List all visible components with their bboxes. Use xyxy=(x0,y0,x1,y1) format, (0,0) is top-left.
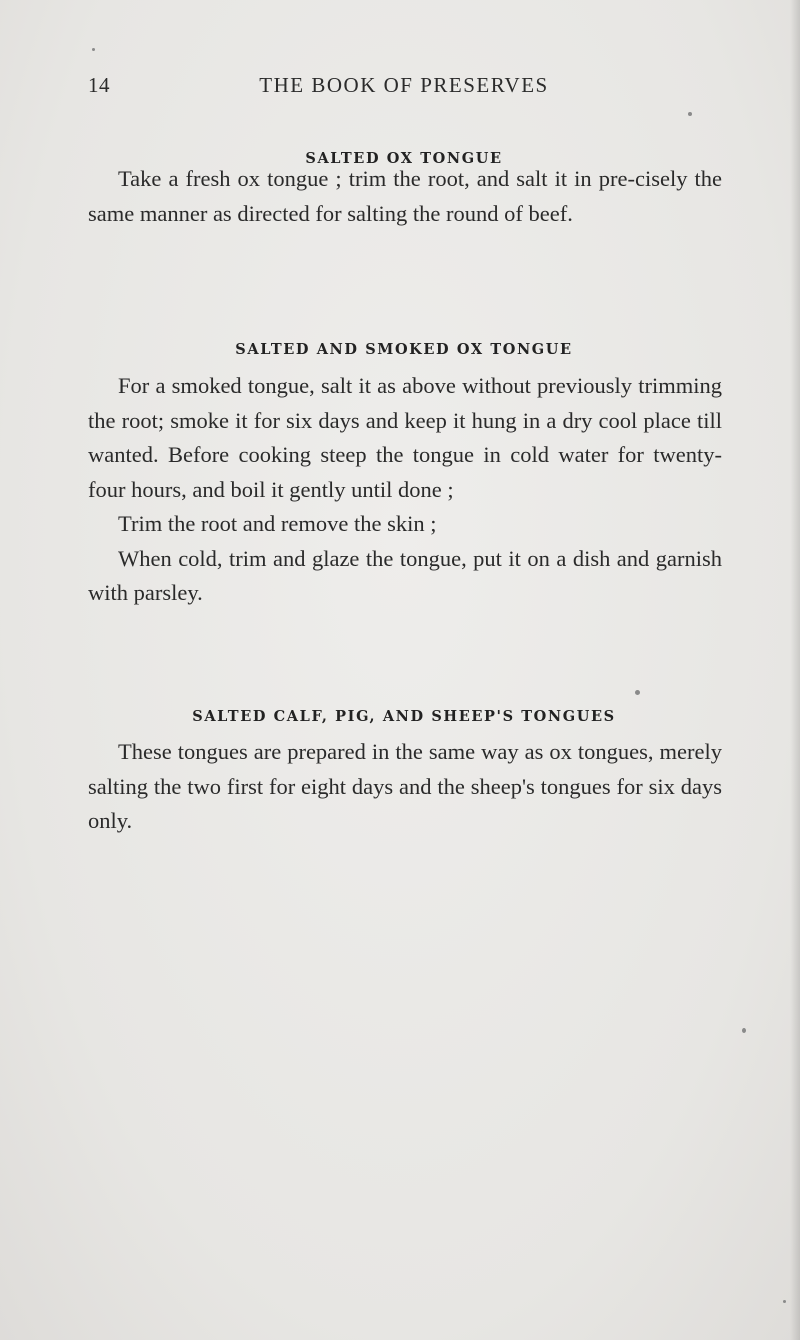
running-title: THE BOOK OF PRESERVES xyxy=(259,73,549,97)
paper-speck xyxy=(92,48,95,51)
section-body-salted-smoked-ox-tongue xyxy=(88,369,722,611)
paper-speck xyxy=(742,1028,746,1033)
paper-speck xyxy=(688,112,692,116)
paragraph: For a smoked tongue, salt it as above without previously trimming the root; smoke it for six days and keep it hung in a dry cool place till wanted. Before cooking steep the tongue in cold water for twenty-four hours, and boil it gently until done ; xyxy=(88,373,722,502)
section-heading-salted-calf-pig-sheep-tongues: SALTED CALF, PIG, AND SHEEP'S TONGUES xyxy=(192,708,616,725)
running-head xyxy=(88,73,720,103)
paper-speck xyxy=(635,690,640,695)
page-edge-shadow xyxy=(790,0,800,1340)
paragraph: When cold, trim and glaze the tongue, put it on a dish and garnish with parsley. xyxy=(88,545,722,605)
paragraph: Take a fresh ox tongue ; trim the root, and salt it in pre-cisely the same manner as directed for salting the round of beef. xyxy=(88,166,722,226)
section-heading-salted-ox-tongue: SALTED OX TONGUE xyxy=(305,150,503,167)
section-body-salted-calf-pig-sheep-tongues xyxy=(88,735,722,839)
paper-speck xyxy=(783,1300,786,1303)
section-heading-salted-smoked-ox-tongue: SALTED AND SMOKED OX TONGUE xyxy=(235,341,573,358)
page-number: 14 xyxy=(88,73,110,97)
section-body-salted-ox-tongue xyxy=(88,162,722,231)
paragraph: Trim the root and remove the skin ; xyxy=(118,511,437,536)
paragraph: These tongues are prepared in the same way as ox tongues, merely salting the two first for eight days and the sheep's tongues for six days only. xyxy=(88,739,722,833)
